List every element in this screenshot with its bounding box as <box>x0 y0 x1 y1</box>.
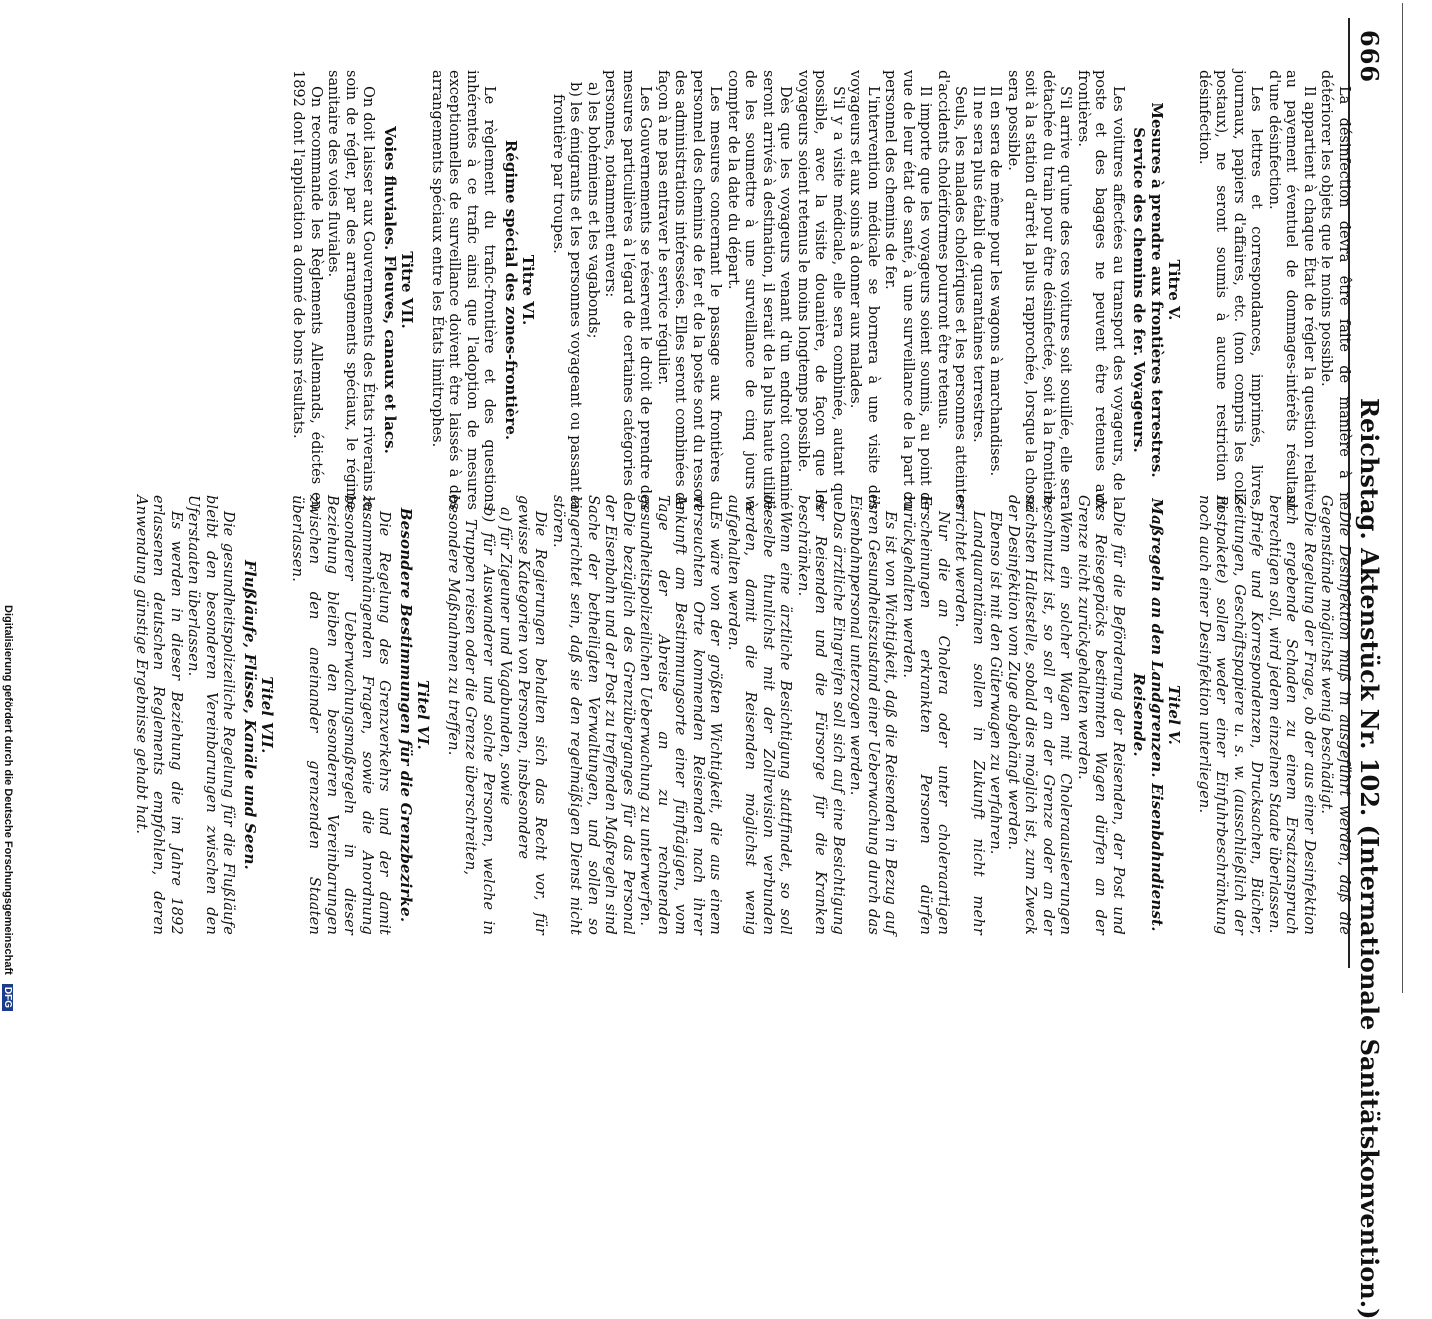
digitization-credit <box>2 605 14 1008</box>
paragraph: Wenn eine ärztliche Besichtigung stattfindet, so soll dieselbe thunlichst mit der Zollrevision verbunden werden, damit die Reisenden möglichst wenig aufgehalten werden. <box>725 495 794 935</box>
paragraph: Die gesundheitspolizeiliche Regelung für die Flußläufe bleibt den besonderen Vereinbarungen zwischen den Uferstaaten überlassen. <box>185 495 237 935</box>
list-item: a) les bohémiens et les vagabonds; <box>585 82 601 339</box>
section-title: Titel V. <box>1165 684 1184 746</box>
paragraph: Les Gouvernements se réservent le droit de prendre des mesures particulières à l'égard de certaines catégories de personnes, notamment envers: <box>602 70 654 510</box>
section-title: Titre VII. <box>398 251 417 329</box>
paragraph: S'il y a visite médicale, elle sera combinée, autant que possible, avec la visite douanière, de façon que les voyageurs soient retenus le moins longtemps possible. <box>795 70 846 510</box>
paragraph: Das ärztliche Eingreifen soll sich auf eine Besichtigung der Reisenden und die Fürsorge für die Kranken beschränken. <box>795 495 846 935</box>
section-subtitle: Flußläufe, Flüsse, Kanäle und Seen. <box>241 560 259 870</box>
paragraph: Die für die Beförderung der Reisenden, der Post und des Reisegepäcks bestimmten Wagen dürfen an der Grenze nicht zurückgehalten werden. <box>1075 495 1126 935</box>
paragraph: Die Desinfektion muß in ausgeführt werden, daß die Gegenstände möglichst wenig beschädigt. <box>1318 495 1352 935</box>
paragraph: Dès que les voyageurs venant d'un endroit contaminé seront arrivés à destination, il serait de la plus haute utilité de les soumettre à une surveillance de cinq jours à compter de la date du départ. <box>725 70 794 510</box>
page-number: 666 <box>1355 30 1384 84</box>
paragraph: Die Regelung der Frage, ob der aus einer Desinfektion sich ergebende Schaden zu einem Ersatzanspruch berechtigen soll, wird jedem einzelnen Staate überlassen. <box>1266 495 1317 935</box>
paragraph: Le règlement du trafic-frontière et des questions inhérentes à ce trafic ainsi que l'adoption de mesures exceptionnelles de surveillance doivent être laissés à des arrangements spéciaux entre les États limitrophes. <box>429 70 498 510</box>
paragraph: Es ist von Wichtigkeit, daß die Reisenden in Bezug auf ihren Gesundheitszustand einer Ueberwachung durch das Eisenbahnpersonal unterzogen werden. <box>847 495 899 935</box>
paragraph: Briefe und Korrespondenzen, Drucksachen, Bücher, Zeitungen, Geschäftspapiere u. s. w. (ausschließlich der Postpakete) sollen weder einer Einfuhrbeschränkung noch auch einer Desinfektion unterliegen. <box>1196 495 1265 935</box>
paragraph: Die Regierungen behalten sich das Recht vor, für gewisse Kategorien von Personen, insbesondere <box>515 495 549 935</box>
german-column <box>132 495 1353 935</box>
paragraph: Die bezüglich des Grenzüberganges für das Personal der Eisenbahn und der Post zu treffenden Maßregeln sind Sache der betheiligten Verwaltungen, und sollen so eingerichtet sein, daß sie den regelmäßigen Dienst nicht stören. <box>550 495 636 935</box>
section-title: Titel VII. <box>258 676 277 754</box>
dfg-logo: DFG <box>2 984 13 1011</box>
paragraph: Die Regelung des Grenzverkehrs und der damit zusammenhängenden Fragen, sowie die Anordnung besonderer Ueberwachungsmaßregeln in dieser Beziehung bleiben den besonderen Vereinbarungen zwischen den aneinander grenzenden Staaten überlassen. <box>289 495 393 935</box>
section-subtitle: Mesures à prendre aux frontières terrestres. Service des chemins de fer. Voyageurs. <box>1130 102 1166 478</box>
paragraph: On doit laisser aux Gouvernements des États riverains le soin de régler, par des arrangements spéciaux, le régime sanitaire des voies fluviales. <box>325 70 377 510</box>
list-item: b) les émigrants et les personnes voyageant ou passant la frontière par troupes. <box>550 82 584 510</box>
paragraph: Il ne sera plus établi de quarantaines terrestres. <box>970 86 986 443</box>
paragraph: Wenn ein solcher Wagen mit Choleraausleerungen beschmutzt ist, so soll er an der Grenze oder an der nächsten Haltestelle, sobald dies möglich ist, zum Zweck der Desinfektion vom Zuge abgehängt werden. <box>1005 495 1074 935</box>
paragraph: Les lettres et correspondances, imprimés, livres, journaux, papiers d'affaires, etc. (non compris les colis-postaux), ne seront soumis à aucune restriction ni désinfection. <box>1196 70 1265 510</box>
credit-text: Digitalisierung gefördert durch die Deutsche Forschungsgemeinschaft <box>2 605 14 975</box>
list-item: a) für Zigeuner und Vagabunden, sowie <box>497 507 514 806</box>
section-subtitle: Maßregeln an den Landgrenzen. Eisenbahndienst. Reisende. <box>1130 498 1166 932</box>
paragraph: Il appartient à chaque État de régler la question relative au payement éventuel de dommages-intérêts résultant d'une désinfection. <box>1266 70 1317 510</box>
running-title: Reichstag. Aktenstück Nr. 102. (Internationale Sanitätskonvention.) <box>1355 398 1384 1319</box>
paragraph: Les mesures concernant le passage aux frontières du personnel des chemins de fer et de la poste sont du ressort des administrations intéressées. Elles seront combinées de façon à ne pas entraver le service régulier. <box>655 70 724 510</box>
paragraph: S'il arrive qu'une des ces voitures soit souillée, elle sera détachée du train pour être désinfectée, soit à la frontière, soit à la station d'arrêt la plus rapprochée, lorsque la chose sera possible. <box>1005 70 1074 510</box>
paragraph: Seuls, les malades cholériques et les personnes atteintes d'accidents cholériformes pourront être retenus. <box>935 70 969 510</box>
section-title: Titre VI. <box>519 254 538 326</box>
paragraph: besondere Maßnahmen zu treffen. <box>445 495 461 756</box>
paragraph: Landquarantänen sollen in Zukunft nicht mehr errichtet werden. <box>952 495 986 935</box>
paragraph: On recommande les Règlements Allemands, édictés en 1892 dont l'application a donné de bons résultats. <box>290 70 324 510</box>
paragraph: Il en sera de même pour les wagons à marchandises. <box>987 86 1004 477</box>
paragraph: Es wäre von der größten Wichtigkeit, die aus einem verseuchten Orte kommenden Reisenden nach ihrer Ankunft am Bestimmungsorte einer fünftägigen, vom Tage der Abreise an zu rechnenden gesundheitspolizeilichen Ueberwachung zu unterwerfen. <box>637 495 724 935</box>
section-subtitle: Voies fluviales. Fleuves, canaux et lacs. <box>381 126 399 454</box>
paragraph: Nur die an Cholera oder unter choleraartigen Erscheinungen erkrankten Personen dürfen zurückgehalten werden. <box>900 495 951 935</box>
section-subtitle: Besondere Bestimmungen für die Grenzbezirke. <box>397 507 415 923</box>
list-item: b) für Auswanderer und solche Personen, welche in Truppen reisen oder die Grenze überschreiten, <box>462 507 496 935</box>
paragraph: Es werden in dieser Beziehung die im Jahre 1892 erlassenen deutschen Reglements empfohlen, deren Anwendung günstige Ergebnisse gehabt hat. <box>133 495 184 935</box>
scan-edge-line <box>1402 3 1403 993</box>
paragraph: Il importe que les voyageurs soient soumis, au point de vue de leur état de santé, à une surveillance de la part du personnel des chemins de fer. <box>882 70 934 510</box>
paragraph: Ebenso ist mit den Güterwagen zu verfahren. <box>987 511 1004 855</box>
paragraph: Les voitures affectées au transport des voyageurs, de la poste et des bagages ne peuvent être retenues aux frontières. <box>1075 70 1126 510</box>
paragraph: La désinfection devra être faite de manière à ne détériorer les objets que le moins possible. <box>1318 70 1352 510</box>
paragraph: L'intervention médicale se bornera à une visite des voyageurs et aux soins à donner aux malades. <box>847 70 881 510</box>
french-column <box>289 70 1352 510</box>
section-title: Titre V. <box>1165 259 1184 321</box>
section-title: Titel VI. <box>414 680 433 750</box>
section-subtitle: Régime spécial des zones-frontière. <box>502 139 520 441</box>
page-header <box>1346 18 1388 1319</box>
